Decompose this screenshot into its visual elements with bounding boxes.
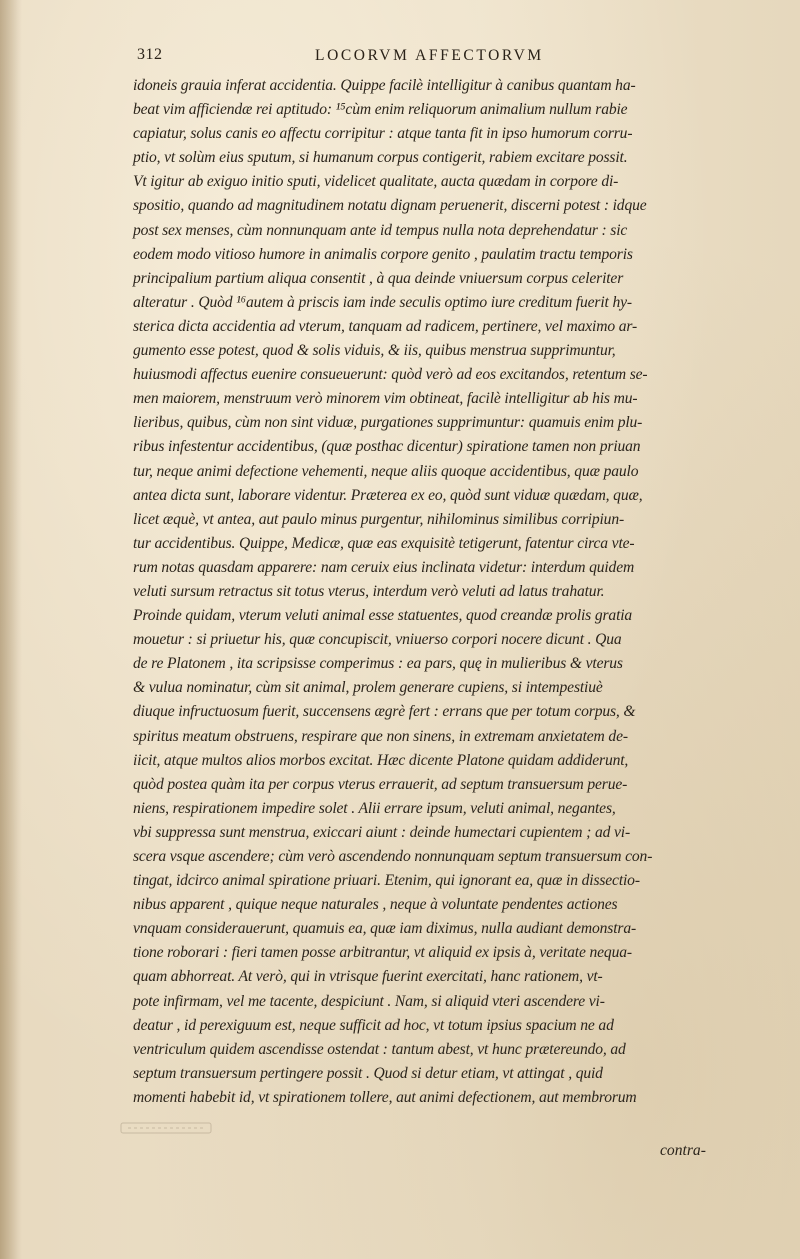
text-line: pote infirmam, vel me tacente, despiciunt . Nam, si aliquid vteri ascendere vi-: [133, 992, 605, 1010]
text-line: post sex menses, cùm nonnunquam ante id tempus nulla nota deprehendatur : sic: [133, 221, 628, 239]
text-line: eodem modo vitioso humore in animalis corpore genito , paulatim tractu temporis: [133, 245, 633, 263]
text-line: capiatur, solus canis eo affectu corripitur : atque tanta fit in ipso humorum corru-: [133, 125, 633, 143]
text-line: beat vim afficiendæ rei aptitudo: ¹⁵cùm enim reliquorum animalium nullum rabie: [133, 101, 628, 119]
text-line: ptio, vt solùm eius sputum, si humanum corpus contigerit, rabiem excitare possit.: [133, 149, 628, 167]
text-line: nibus apparent , quique neque naturales , neque à voluntate pendentes actiones: [133, 896, 618, 914]
text-line: momenti habebit id, vt spirationem tollere, aut animi defectionem, aut membrorum: [133, 1088, 637, 1106]
gutter-shadow: [0, 0, 22, 1259]
text-line: rum notas quasdam apparere: nam ceruix eius inclinata videtur: interdum quidem: [133, 558, 635, 576]
text-line: niens, respirationem impedire solet . Alii errare ipsum, veluti animal, negantes,: [133, 799, 616, 817]
text-line: sterica dicta accidentia ad vterum, tanquam ad radicem, pertinere, vel maximo ar-: [133, 317, 638, 335]
text-line: lieribus, quibus, cùm non sint viduæ, purgationes supprimuntur: quamuis enim plu-: [133, 414, 643, 432]
faded-stamp-mark: [120, 1120, 212, 1136]
text-line: licet æquè, vt antea, aut paulo minus purgentur, nihilominus similibus corripiun-: [133, 510, 625, 528]
text-line: spositio, quando ad magnitudinem notatu dignam peruenerit, discerni potest : idque: [133, 197, 647, 215]
text-line: ribus infestentur accidentibus, (quæ posthac dicentur) spiratione tamen non priuan: [133, 438, 641, 456]
text-line: de re Platonem , ita scripsisse comperimus : ea pars, quę in mulieribus & vterus: [133, 655, 623, 673]
text-line: antea dicta sunt, laborare videntur. Præterea ex eo, quòd sunt viduæ quædam, quæ,: [133, 486, 643, 504]
text-line: quam abhorreat. At verò, qui in vtrisque fuerint exercitati, hanc rationem, vt-: [133, 968, 603, 986]
body-text: [133, 74, 735, 1110]
page-number: 312: [137, 46, 163, 63]
text-line: Vt igitur ab exiguo initio sputi, videlicet qualitate, aucta quædam in corpore di-: [133, 173, 619, 191]
text-line: & vulua nominatur, cùm sit animal, prolem generare cupiens, si intempestiuè: [133, 679, 603, 697]
text-line: huiusmodi affectus euenire consueuerunt: quòd verò ad eos excitandos, retentum se-: [133, 366, 648, 384]
text-line: men maiorem, menstruum verò minorem vim obtineat, facilè intelligitur ab his mu-: [133, 390, 638, 408]
text-line: veluti sursum retractus sit totus vterus, interdum verò veluti ad latus trahatur.: [133, 582, 605, 600]
text-line: deatur , id perexiguum est, neque sufficit ad hoc, vt totum ipsius spacium ne ad: [133, 1016, 614, 1034]
text-line: septum transuersum pertingere possit . Quod si detur etiam, vt attingat , quid: [133, 1064, 603, 1082]
text-line: Proinde quidam, vterum veluti animal esse statuentes, quod creandæ prolis gratia: [133, 607, 633, 625]
text-line: principalium partium aliqua consentit , à qua deinde vniuersum corpus celeriter: [133, 269, 624, 287]
text-line: ventriculum quidem ascendisse ostendat : tantum abest, vt hunc prætereundo, ad: [133, 1040, 626, 1058]
text-line: vbi suppressa sunt menstrua, exiccari aiunt : deinde humectari cupientem ; ad vi-: [133, 823, 630, 841]
text-line: quòd postea quàm ita per corpus vterus errauerit, ad septum transuersum perue-: [133, 775, 628, 793]
text-line: mouetur : si priuetur his, quæ concupiscit, vniuerso corpori nocere dicunt . Qua: [133, 631, 622, 649]
text-line: tur accidentibus. Quippe, Medicæ, quæ eas exquisitè tetigerunt, fatentur circa vte-: [133, 534, 635, 552]
text-line: tione roborari : fieri tamen posse arbitrantur, vt aliquid ex ipsis à, veritate nequa-: [133, 944, 632, 962]
catchword: contra-: [660, 1142, 706, 1159]
text-line: tur, neque animi defectione vehementi, neque aliis quoque accidentibus, quæ paulo: [133, 462, 639, 480]
text-line: spiritus meatum obstruens, respirare que non sinens, in extremam anxietatem de-: [133, 727, 628, 745]
running-head: LOCORVM AFFECTORVM: [315, 47, 544, 64]
text-line: iicit, atque multos alios morbos excitat. Hæc dicente Platone quidam addiderunt,: [133, 751, 629, 769]
text-line: alteratur . Quòd ¹⁶autem à priscis iam inde seculis optimo iure creditum fuerit hy-: [133, 293, 632, 311]
text-line: vnquam considerauerunt, quamuis ea, quæ iam diximus, nulla audiant demonstra-: [133, 920, 637, 938]
text-line: diuque infructuosum fuerit, succensens ægrè fert : errans que per totum corpus, &: [133, 703, 636, 721]
text-line: tingat, idcirco animal spiratione priuari. Etenim, qui ignorant ea, quæ in dissectio-: [133, 872, 640, 890]
text-line: idoneis grauia inferat accidentia. Quippe facilè intelligitur à canibus quantam ha-: [133, 77, 636, 94]
text-line: scera vsque ascendere; cùm verò ascendendo nonnunquam septum transuersum con-: [133, 848, 653, 865]
page-header: [137, 46, 727, 68]
text-line: gumento esse potest, quod & solis viduis, & iis, quibus menstrua supprimuntur,: [133, 342, 616, 360]
